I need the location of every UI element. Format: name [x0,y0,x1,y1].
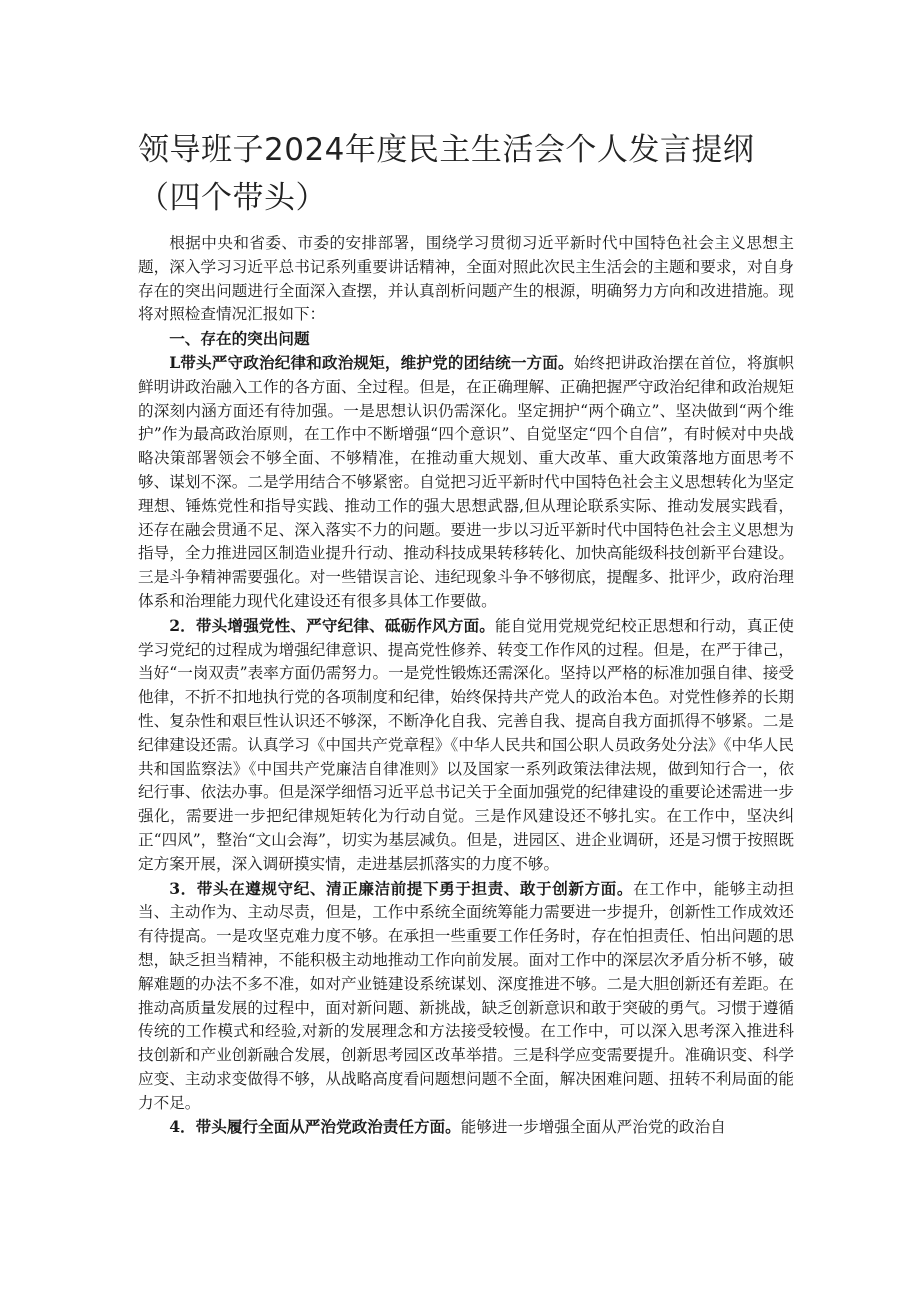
item-text: 能自觉用党规党纪校正思想和行动，真正使学习党纪的过程成为增强纪律意识、提高党性修养、转变工作作风的过程。但是，在严于律己，当好“一岗双责”表率方面仍需努力。一是党性锻炼还需深化。坚持以严格的标准加强自律、接受他律，不折不扣地执行党的各项制度和纪律，始终保持共产党人的政治本色。对党性修养的长期性、复杂性和艰巨性认识还不够深，不断净化自我、完善自我、提高自我方面抓得不够紧。二是纪律建设还需。认真学习《中国共产党章程》《中华人民共和国公职人员政务处分法》《中华人民共和国监察法》《中国共产党廉洁自律准则》以及国家一系列政策法律法规，做到知行合一，依纪行事、依法办事。但是深学细悟习近平总书记关于全面加强党的纪律建设的重要论述需进一步强化，需要进一步把纪律规矩转化为行动自觉。三是作风建设还不够扎实。在工作中，坚决纠正“四风”，整治“文山会海”，切实为基层减负。但是，进园区、进企业调研，还是习惯于按照既定方案开展，深入调研摸实情，走进基层抓落实的力度不够。 [138,616,794,873]
item-lead: 2．带头增强党性、严守纪律、砥砺作风方面。 [169,615,496,635]
item-paragraph [138,614,794,877]
item-text: 能够进一步增强全面从严治党的政治自 [460,1118,726,1137]
intro-paragraph: 根据中央和省委、市委的安排部署，围绕学习贯彻习近平新时代中国特色社会主义思想主题，深入学习习近平总书记系列重要讲话精神，全面对照此次民主生活会的主题和要求，对自身存在的突出问题进行全面深入查摆，并认真剖析问题产生的根源，明确努力方向和改进措施。现将对照检查情况汇报如下： [138,234,794,324]
item-paragraph [138,877,794,1116]
document-body [138,232,794,1140]
item-lead: 4．带头履行全面从严治党政治责任方面。 [169,1117,461,1137]
item-paragraph [138,351,794,614]
item-text: 始终把讲政治摆在首位，将旗帜鲜明讲政治融入工作的各方面、全过程。但是，在正确理解、正确把握严守政治纪律和政治规矩的深刻内涵方面还有待加强。一是思想认识仍需深化。坚定拥护“两个确立”、坚决做到“两个维护”作为最高政治原则，在工作中不断增强“四个意识”、自觉坚定“四个自信”，有时候对中央战略决策部署领会不够全面、不够精准，在推动重大规划、重大改革、重大政策落地方面思考不够、谋划不深。二是学用结合不够紧密。自觉把习近平新时代中国特色社会主义思想转化为坚定理想、锤炼党性和指导实践、推动工作的强大思想武器,但从理论联系实际、推动发展实践看，还存在融会贯通不足、深入落实不力的问题。要进一步以习近平新时代中国特色社会主义思想为指导，全力推进园区制造业提升行动、推动科技成果转移转化、加快高能级科技创新平台建设。三是斗争精神需要强化。对一些错误言论、违纪现象斗争不够彻底，提醒多、批评少，政府治理体系和治理能力现代化建设还有很多具体工作要做。 [138,353,794,610]
item-lead: 3．带头在遵规守纪、清正廉洁前提下勇于担责、敢于创新方面。 [169,878,633,898]
item-text: 在工作中，能够主动担当、主动作为、主动尽责，但是，工作中系统全面统筹能力需要进一步提升，创新性工作成效还有待提高。一是攻坚克难力度不够。在承担一些重要工作任务时，存在怕担责任、怕出问题的思想，缺乏担当精神，不能积极主动地推动工作向前发展。面对工作中的深层次矛盾分析不够，破解难题的办法不多不准，如对产业链建设系统谋划、深度推进不够。二是大胆创新还有差距。在推动高质量发展的过程中，面对新问题、新挑战，缺乏创新意识和敢于突破的勇气。习惯于遵循传统的工作模式和经验,对新的发展理念和方法接受较慢。在工作中，可以深入思考深入推进科技创新和产业创新融合发展，创新思考园区改革举措。三是科学应变需要提升。准确识变、科学应变、主动求变做得不够，从战略高度看问题想问题不全面，解决困难问题、扭转不利局面的能力不足。 [138,879,794,1112]
section-heading: 一、存在的突出问题 [169,329,310,349]
item-paragraph [138,1115,794,1140]
item-lead: L带头严守政治纪律和政治规矩，维护党的团结统一方面。 [169,352,574,372]
document-title: 领导班子2024年度民主生活会个人发言提纲（四个带头） [138,132,755,216]
